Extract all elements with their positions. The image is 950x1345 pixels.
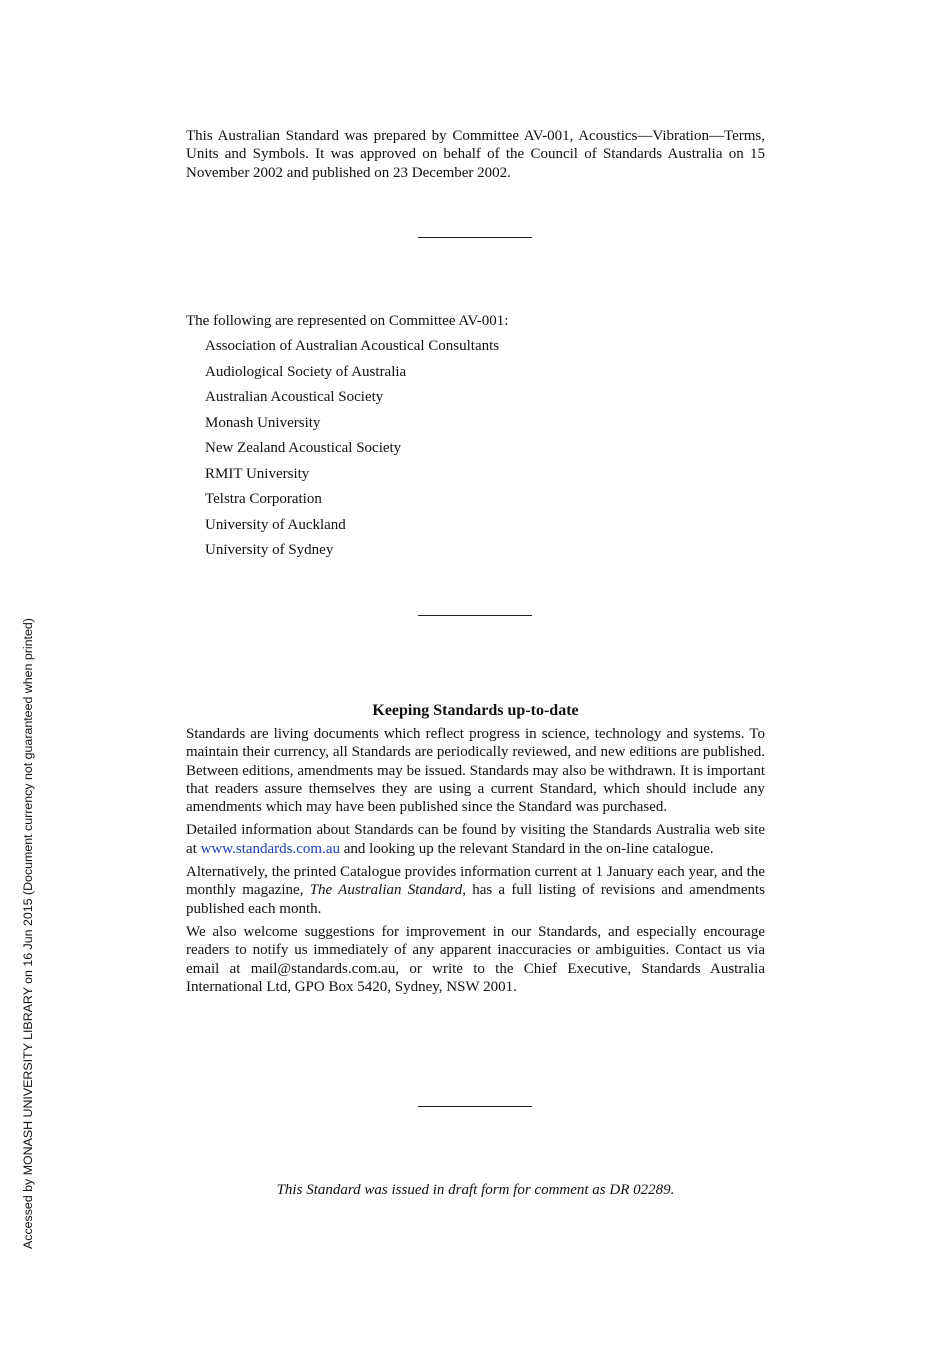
body-paragraph [186, 821, 765, 858]
intro-paragraph: This Australian Standard was prepared by Committee AV-001, Acoustics—Vibration—Terms, Units and Symbols. It was approved on behalf of the Council of Standards Australia on 15 November 2002 and published on 23 December 2002. [186, 128, 765, 181]
list-item: New Zealand Acoustical Society [205, 440, 402, 456]
magazine-title: The Australian Standard [309, 882, 463, 899]
list-item: Audiological Society of Australia [205, 363, 407, 380]
list-item: Telstra Corporation [205, 491, 322, 507]
body-paragraph [186, 863, 765, 918]
section-divider [418, 237, 532, 238]
section-divider [418, 1106, 532, 1107]
list-item: RMIT University [205, 465, 310, 482]
list-item: University of Sydney [205, 542, 334, 558]
list-item: Australian Acoustical Society [205, 389, 384, 405]
paragraph-text: Detailed information about Standards can be found by visiting the Standards Australia web site at [186, 822, 765, 857]
section-divider [418, 615, 532, 616]
paragraph-text: Alternatively, the printed Catalogue provides information current at 1 January each year, and the monthly magazine, [186, 864, 765, 899]
paragraph-text: , has a full listing of revisions and amendments published each month. [186, 882, 765, 917]
list-item: Monash University [205, 414, 321, 431]
website-link[interactable]: www.standards.com.au [200, 840, 340, 857]
list-item: Association of Australian Acoustical Consultants [205, 338, 500, 354]
keeping-up-to-date-section [186, 725, 765, 996]
paragraph-text: and looking up the relevant Standard in the on-line catalogue. [340, 840, 714, 857]
access-stamp: Accessed by MONASH UNIVERSITY LIBRARY on 16 Jun 2015 (Document currency not guaranteed when printed) [21, 618, 35, 1249]
body-paragraph: We also welcome suggestions for improvement in our Standards, and especially encourage readers to notify us immediately of any apparent inaccuracies or ambiguities. Contact us via email at mail@standards.com.au, or write to the Chief Executive, Standards Australia International Ltd, GPO Box 5420, Sydney, NSW 2001. [186, 923, 765, 995]
draft-note: This Standard was issued in draft form for comment as DR 02289. [276, 1182, 675, 1198]
body-paragraph: Standards are living documents which reflect progress in science, technology and systems. To maintain their currency, all Standards are periodically reviewed, and new editions are published. Between editions, amendments may be issued. Standards may also be withdrawn. It is important that readers assure themselves they are using a current Standard, which should include any amendments which may have been published since the Standard was purchased. [186, 726, 765, 816]
list-item: University of Auckland [205, 516, 346, 533]
section-title: Keeping Standards up-to-date [372, 702, 579, 719]
committee-heading: The following are represented on Committee AV-001: [186, 313, 509, 329]
intro-section [186, 127, 765, 182]
committee-member-list [205, 337, 499, 567]
